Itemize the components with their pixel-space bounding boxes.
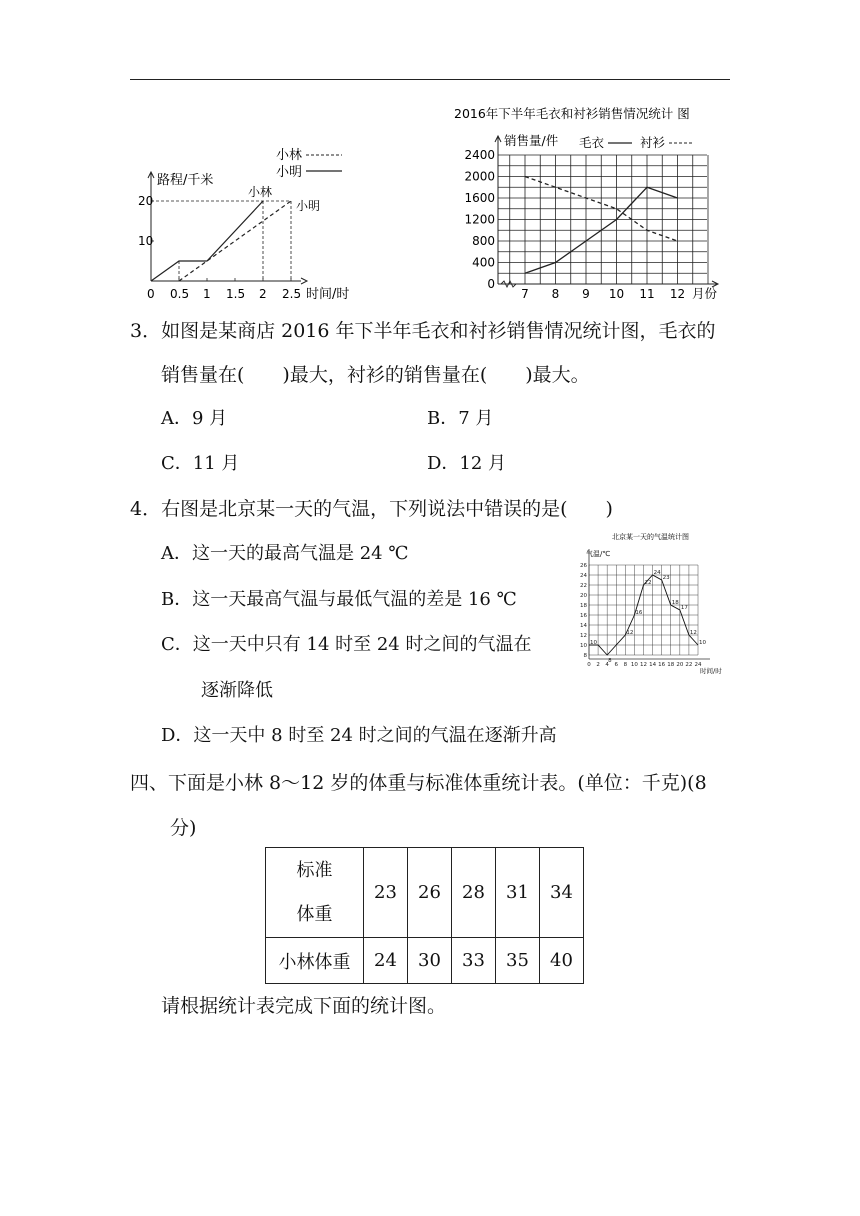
c3-data-label: 10 bbox=[699, 640, 706, 646]
c3-data-label: 24 bbox=[653, 570, 661, 576]
q3-stem-line2: 销售量在( )最大，衬衫的销售量在( )最大。 bbox=[161, 364, 590, 386]
c1-label-ming: 小明 bbox=[296, 199, 321, 213]
table-cell: 40 bbox=[540, 938, 584, 984]
c3-ylabel: 气温/℃ bbox=[586, 550, 611, 558]
table-row bbox=[266, 938, 584, 984]
series-line-lin bbox=[179, 201, 291, 281]
table-cell: 33 bbox=[452, 938, 496, 984]
c3-data-label: 10 bbox=[590, 640, 597, 646]
c3-xtick: 0 bbox=[587, 662, 591, 668]
c3-data-label: 8 bbox=[608, 658, 612, 664]
c3-ytick: 26 bbox=[580, 563, 587, 569]
q4-option-b[interactable]: B．这一天最高气温与最低气温的差是 16 ℃ bbox=[161, 589, 517, 610]
c3-data-label: 23 bbox=[662, 575, 670, 581]
c1-xtick: 2 bbox=[259, 287, 267, 301]
c2-ytick: 1200 bbox=[464, 212, 495, 227]
table-cell: 34 bbox=[540, 848, 584, 938]
c3-ytick: 22 bbox=[580, 583, 587, 589]
c3-xtick: 14 bbox=[649, 662, 657, 668]
header-rule bbox=[130, 79, 730, 80]
q4-option-d[interactable]: D．这一天中 8 时至 24 时之间的气温在逐渐升高 bbox=[161, 725, 557, 746]
c2-xtick: 7 bbox=[521, 287, 529, 301]
c3-xlabel: 时间/时 bbox=[700, 667, 722, 675]
section4-line1: 四、下面是小林 8～12 岁的体重与标准体重统计表。(单位：千克)(8 bbox=[130, 772, 707, 794]
c3-xtick: 6 bbox=[614, 662, 618, 668]
weight-table bbox=[265, 847, 584, 984]
temperature-chart bbox=[572, 529, 732, 679]
q4-option-c[interactable]: C．这一天中只有 14 时至 24 时之间的气温在 bbox=[161, 634, 532, 655]
q3-option-c[interactable]: C．11 月 bbox=[161, 453, 240, 474]
c2-ylabel: 销售量/件 bbox=[504, 133, 559, 148]
c3-ytick: 20 bbox=[580, 593, 587, 599]
row-head-standard bbox=[266, 848, 364, 938]
series-line-ming bbox=[151, 201, 263, 281]
q4-stem: 4．右图是北京某一天的气温，下列说法中错误的是( ) bbox=[130, 498, 613, 520]
row-head-standard-b: 体重 bbox=[296, 903, 333, 925]
q4-option-c-cont: 逐渐降低 bbox=[201, 680, 273, 701]
distance-time-chart bbox=[130, 140, 370, 305]
c3-xtick: 20 bbox=[676, 662, 684, 668]
c1-xtick: 2.5 bbox=[282, 287, 302, 301]
c1-ylabel: 路程/千米 bbox=[157, 173, 214, 188]
section4-line2: 分) bbox=[170, 817, 197, 839]
q3-option-a[interactable]: A．9 月 bbox=[161, 408, 228, 429]
c1-ytick: 10 bbox=[138, 234, 154, 248]
c3-xtick: 22 bbox=[685, 662, 693, 668]
c1-xlabel: 时间/时 bbox=[306, 287, 350, 302]
c1-xtick: 0.5 bbox=[170, 287, 190, 301]
c2-ytick: 400 bbox=[472, 255, 495, 270]
row-head-xiaolin: 小林体重 bbox=[266, 938, 364, 984]
c3-data-label: 22 bbox=[644, 580, 652, 586]
table-cell: 24 bbox=[364, 938, 408, 984]
footer-instruction: 请根据统计表完成下面的统计图。 bbox=[161, 995, 447, 1017]
table-row bbox=[266, 848, 584, 938]
c3-data-label: 18 bbox=[671, 600, 679, 606]
table-cell: 28 bbox=[452, 848, 496, 938]
c3-ytick: 12 bbox=[580, 633, 587, 639]
c1-xtick: 1.5 bbox=[226, 287, 246, 301]
table-cell: 26 bbox=[408, 848, 452, 938]
c2-legend-sweater: 毛衣 bbox=[579, 135, 605, 150]
c3-data-label: 16 bbox=[635, 610, 643, 616]
q3-option-d[interactable]: D．12 月 bbox=[427, 453, 507, 474]
sales-chart bbox=[448, 100, 738, 305]
c2-legend-shirt: 衬衫 bbox=[640, 135, 666, 150]
c1-legend-lin: 小林 bbox=[276, 148, 303, 163]
c3-ytick: 18 bbox=[580, 603, 587, 609]
c1-xtick: 1 bbox=[203, 287, 211, 301]
c2-ytick: 0 bbox=[487, 277, 495, 291]
q3-option-b[interactable]: B．7 月 bbox=[427, 408, 494, 429]
c2-xlabel: 月份 bbox=[692, 286, 718, 301]
q3-stem-line1: 3．如图是某商店 2016 年下半年毛衣和衬衫销售情况统计图，毛衣的 bbox=[130, 320, 716, 342]
q4-option-a[interactable]: A．这一天的最高气温是 24 ℃ bbox=[161, 543, 409, 564]
c3-ytick: 10 bbox=[580, 643, 587, 649]
table-cell: 23 bbox=[364, 848, 408, 938]
c3-xtick: 2 bbox=[596, 662, 600, 668]
table-cell: 35 bbox=[496, 938, 540, 984]
c2-ytick: 800 bbox=[472, 234, 495, 248]
c3-xtick: 24 bbox=[694, 662, 702, 668]
c3-xtick: 16 bbox=[658, 662, 666, 668]
c3-data-label: 12 bbox=[689, 630, 697, 636]
x-axis-arrow bbox=[301, 278, 307, 284]
c2-ytick: 2000 bbox=[464, 169, 495, 184]
c1-label-lin: 小林 bbox=[248, 185, 273, 199]
c3-data-label: 12 bbox=[626, 630, 634, 636]
c2-xtick: 12 bbox=[669, 287, 686, 301]
c3-xtick: 8 bbox=[623, 662, 628, 668]
c3-ytick: 16 bbox=[580, 613, 587, 619]
c2-xtick: 9 bbox=[582, 287, 590, 301]
c2-title: 2016年下半年毛衣和衬衫销售情况统计 图 bbox=[454, 106, 690, 121]
c2-ytick: 2400 bbox=[464, 148, 495, 162]
c3-xtick: 12 bbox=[640, 662, 647, 668]
c2-xtick: 11 bbox=[639, 287, 655, 301]
table-cell: 30 bbox=[408, 938, 452, 984]
c3-xtick: 4 bbox=[605, 662, 609, 668]
c3-ytick: 14 bbox=[580, 623, 587, 629]
c3-data-label: 17 bbox=[680, 605, 688, 611]
c3-title: 北京某一天的气温统计图 bbox=[612, 533, 689, 541]
table-cell: 31 bbox=[496, 848, 540, 938]
c2-xtick: 8 bbox=[551, 287, 560, 301]
c2-xtick: 10 bbox=[608, 287, 625, 301]
c1-legend-ming: 小明 bbox=[276, 165, 303, 180]
c3-xtick: 18 bbox=[667, 662, 675, 668]
c1-xtick: 0 bbox=[147, 287, 155, 301]
c3-xtick: 10 bbox=[630, 662, 638, 668]
row-head-standard-a: 标准 bbox=[296, 859, 333, 881]
c3-ytick: 8 bbox=[583, 653, 587, 659]
c2-ytick: 1600 bbox=[464, 191, 495, 205]
c3-ytick: 24 bbox=[580, 573, 587, 579]
c1-ytick: 20 bbox=[138, 194, 154, 208]
